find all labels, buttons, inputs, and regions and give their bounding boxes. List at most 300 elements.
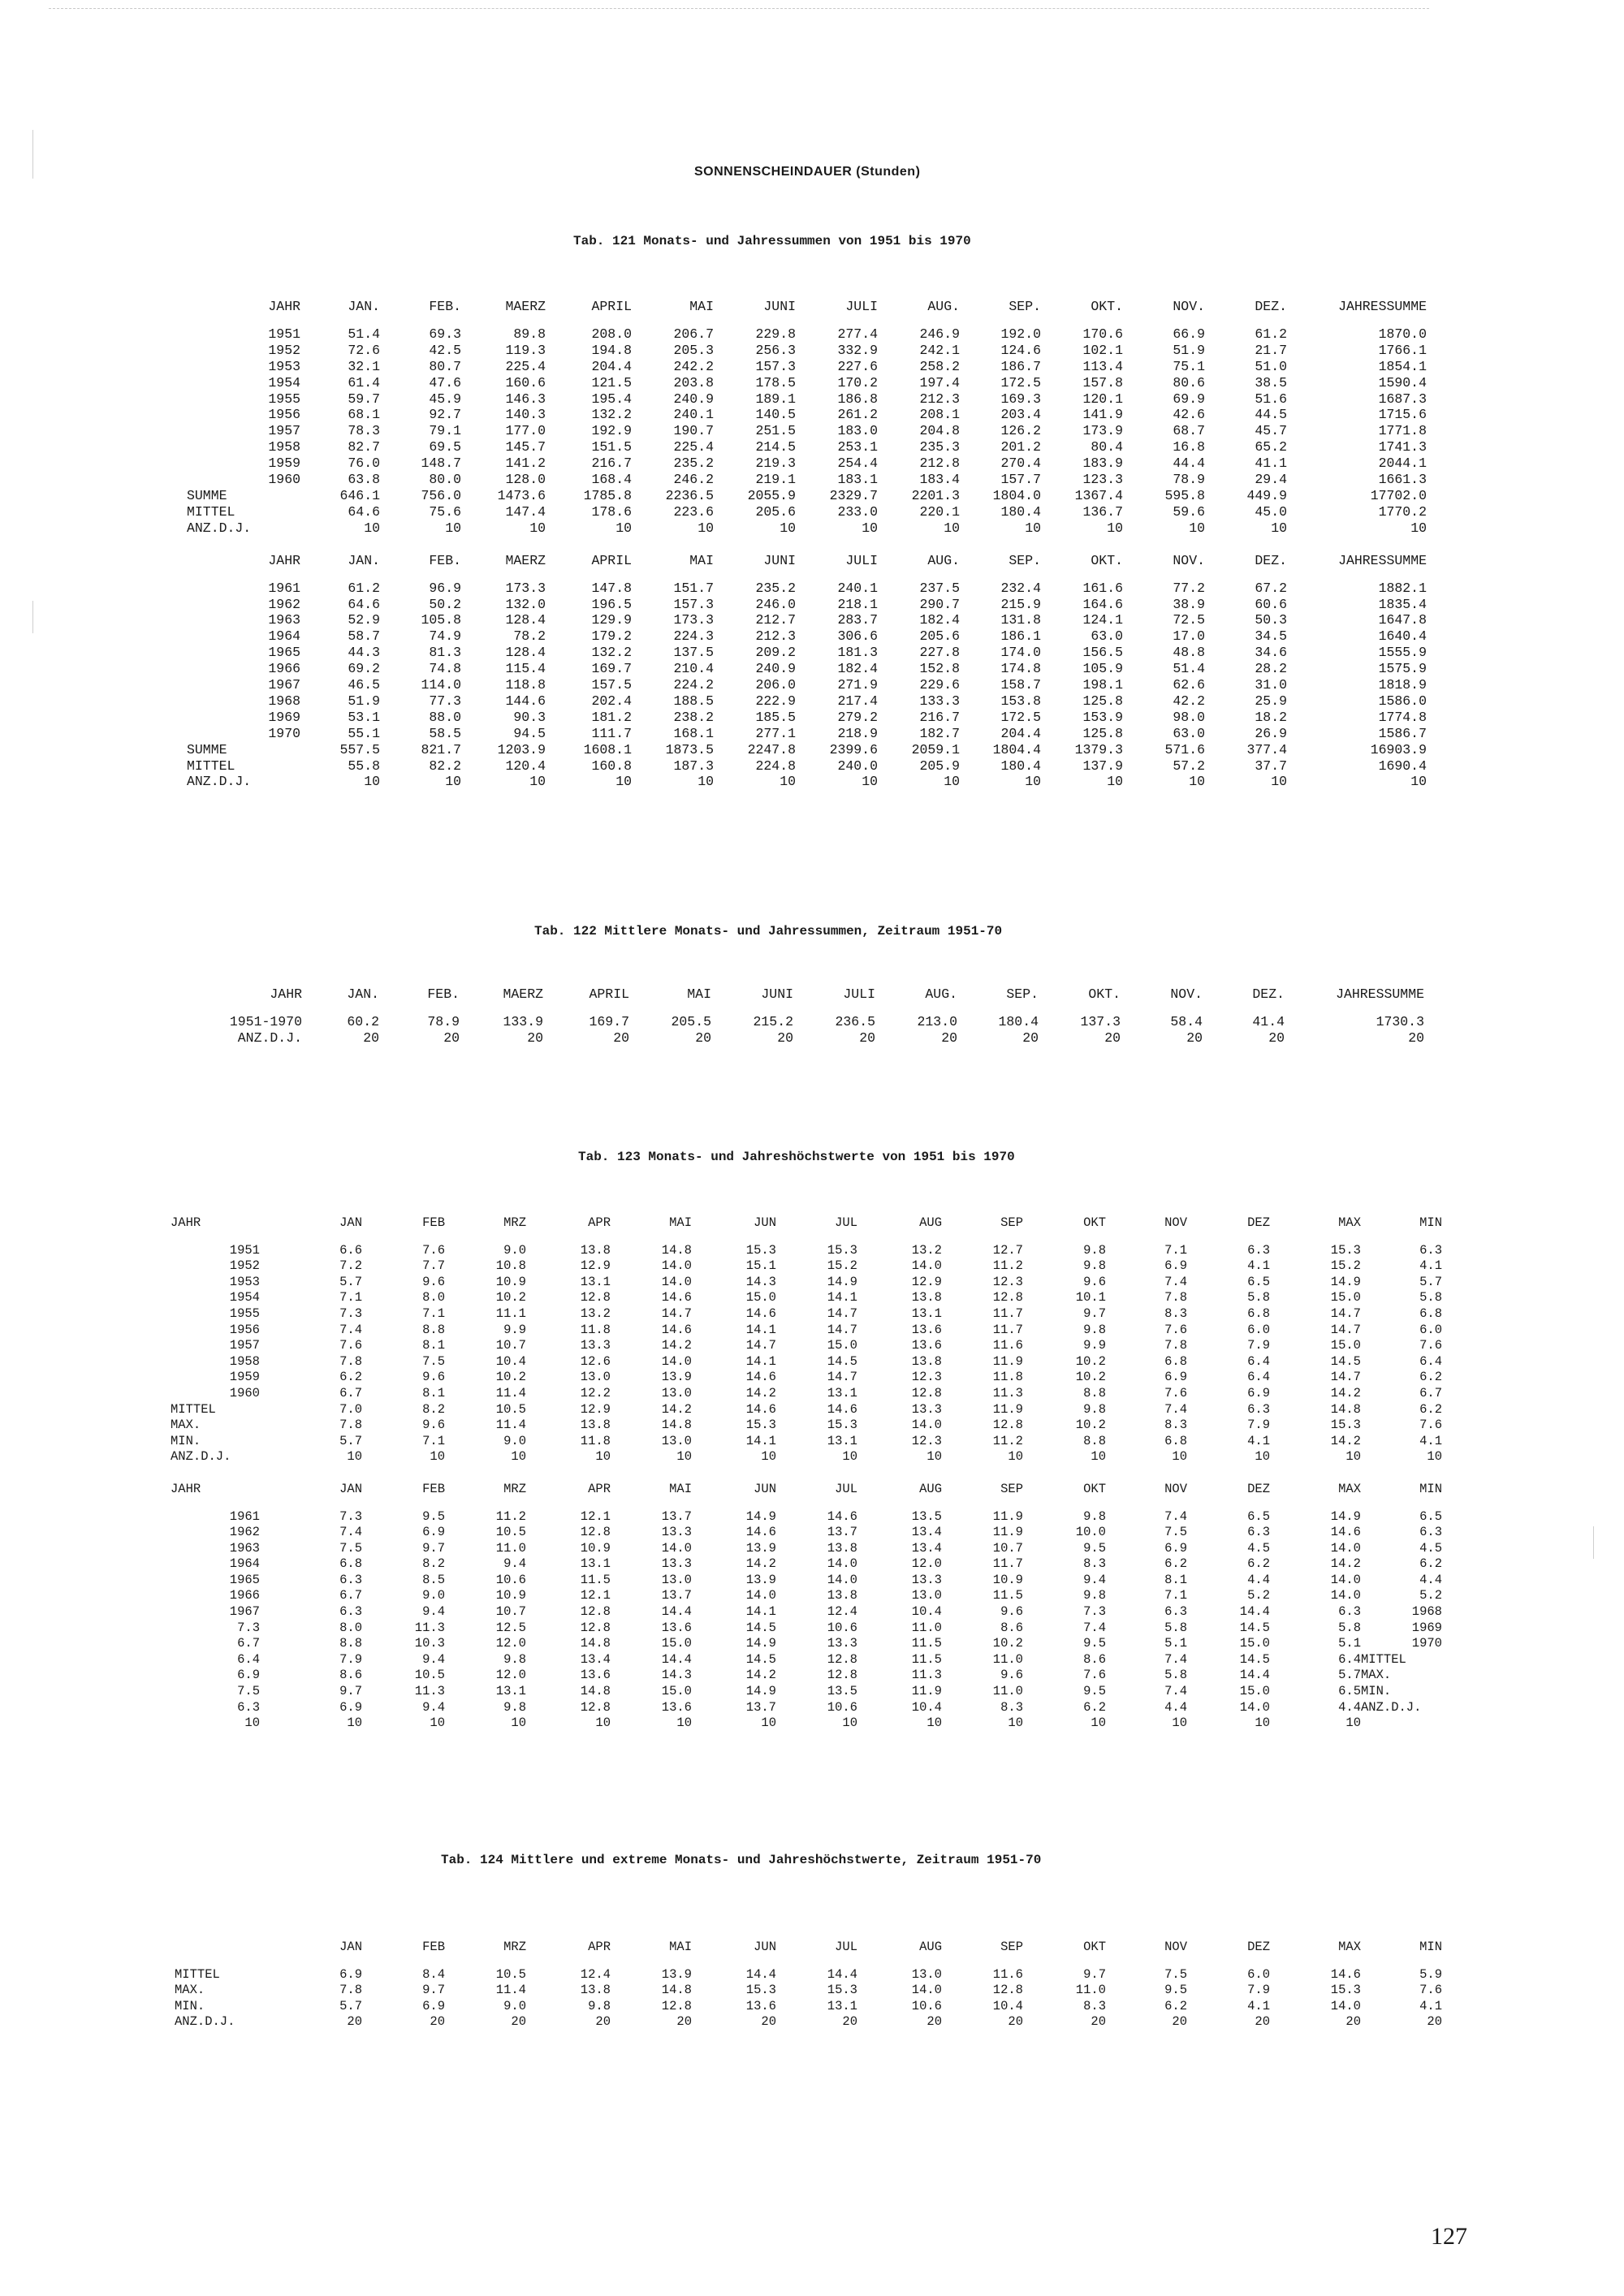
- column-header: MIN: [1419, 1481, 1442, 1496]
- table-cell: 10.0: [1075, 1525, 1106, 1540]
- table-cell: 5.8: [1419, 1290, 1442, 1306]
- column-header: MAI: [669, 1940, 692, 1954]
- year-cell: 1962: [229, 1525, 260, 1540]
- table-cell: 20: [1427, 2014, 1442, 2030]
- table-cell: 10: [1025, 520, 1041, 536]
- column-header: JAHR: [270, 986, 302, 1002]
- table-cell: 92.7: [429, 407, 461, 423]
- row-label: ANZ.D.J.: [187, 520, 252, 536]
- table-cell: 55.1: [348, 725, 380, 741]
- table-cell: 7.6: [1164, 1322, 1187, 1337]
- table-cell: 12.8: [580, 1290, 611, 1306]
- year-cell: 1957: [229, 1338, 260, 1353]
- table-cell: 10.1: [1075, 1290, 1106, 1306]
- table-cell: 14.8: [661, 1242, 692, 1258]
- table-cell: 14.1: [745, 1322, 776, 1337]
- table-cell: 7.5: [339, 1540, 362, 1556]
- column-header: JULI: [843, 986, 875, 1002]
- table-cell: 6.2: [1419, 1370, 1442, 1385]
- column-header: AUG: [919, 1940, 942, 1954]
- column-header: AUG.: [925, 986, 957, 1002]
- row-label: ANZ.D.J.: [187, 774, 252, 790]
- table-cell: 15.3: [745, 1983, 776, 1998]
- year-cell: 1966: [229, 1588, 260, 1603]
- table-cell: 129.9: [591, 612, 632, 628]
- table-cell: 9.6: [422, 1418, 445, 1433]
- table-cell: 136.7: [1082, 503, 1123, 520]
- table-cell: 4.4: [1338, 1699, 1361, 1715]
- table-cell: 1804.4: [992, 741, 1041, 757]
- table-cell: 6.3: [339, 1604, 362, 1620]
- table-cell: 6.8: [1164, 1433, 1187, 1448]
- table-cell: 6.9: [422, 1525, 445, 1540]
- column-header: SEP.: [1009, 552, 1041, 568]
- table-cell: 6.3: [1247, 1525, 1270, 1540]
- table-cell: 14.6: [745, 1401, 776, 1417]
- table-cell: 12.8: [580, 1525, 611, 1540]
- table-cell: 25.9: [1255, 693, 1287, 709]
- column-header: FEB.: [427, 986, 460, 1002]
- table-cell: 212.8: [919, 455, 960, 472]
- table-cell: 8.3: [1164, 1306, 1187, 1321]
- table-cell: 2201.3: [911, 487, 960, 503]
- table-cell: 10: [676, 1716, 692, 1731]
- column-header: MIN: [1419, 1940, 1442, 1954]
- table-cell: 68.1: [348, 407, 380, 423]
- table-cell: 6.7: [237, 1636, 260, 1651]
- table-cell: 9.8: [1083, 1401, 1106, 1417]
- column-header: FEB: [422, 1481, 445, 1496]
- table-cell: 180.4: [1000, 757, 1041, 774]
- year-cell: 1970: [268, 725, 300, 741]
- table-cell: 153.8: [1000, 693, 1041, 709]
- table-cell: 1586.7: [1378, 725, 1427, 741]
- table-cell: 58.7: [348, 628, 380, 645]
- column-header: AUG: [919, 1481, 942, 1496]
- table-cell: 140.3: [505, 407, 546, 423]
- column-header: JAHR: [171, 1481, 201, 1496]
- table-122-title: Tab. 122 Mittlere Monats- und Jahressummen, Zeitraum 1951-70: [534, 924, 1003, 939]
- table-cell: 7.4: [339, 1525, 362, 1540]
- table-cell: 78.9: [427, 1013, 460, 1029]
- table-cell: 169.7: [591, 661, 632, 677]
- table-cell: 60.2: [347, 1013, 379, 1029]
- column-header: DEZ.: [1255, 552, 1287, 568]
- table-cell: 15.3: [1330, 1983, 1361, 1998]
- column-header: OKT: [1083, 1940, 1106, 1954]
- table-cell: 7.1: [339, 1290, 362, 1306]
- year-cell: 1953: [268, 358, 300, 374]
- table-cell: 15.3: [745, 1418, 776, 1433]
- table-cell: 20: [1091, 2014, 1106, 2030]
- table-cell: 7.9: [1247, 1418, 1270, 1433]
- table-cell: 290.7: [919, 596, 960, 612]
- table-cell: 10: [761, 1716, 776, 1731]
- table-cell: 13.9: [745, 1540, 776, 1556]
- table-cell: 62.6: [1173, 677, 1205, 693]
- table-cell: 10: [761, 1449, 776, 1465]
- table-cell: 13.1: [911, 1306, 942, 1321]
- table-cell: 218.1: [837, 596, 878, 612]
- table-cell: 4.1: [1247, 1433, 1270, 1448]
- table-cell: 173.3: [673, 612, 714, 628]
- table-cell: 14.9: [745, 1684, 776, 1699]
- table-cell: 63.0: [1173, 725, 1205, 741]
- table-cell: 5.9: [1419, 1966, 1442, 1982]
- table-cell: 20: [1186, 1029, 1203, 1046]
- table-cell: 10.6: [827, 1620, 857, 1635]
- table-cell: 75.1: [1173, 358, 1205, 374]
- table-cell: 10.2: [495, 1370, 526, 1385]
- table-cell: 9.9: [1083, 1338, 1106, 1353]
- table-cell: 10.4: [992, 1998, 1023, 2013]
- table-cell: 14.7: [827, 1306, 857, 1321]
- table-cell: 246.9: [919, 326, 960, 342]
- table-cell: 8.3: [1164, 1418, 1187, 1433]
- table-cell: 47.6: [429, 374, 461, 391]
- table-cell: 6.2: [1247, 1556, 1270, 1572]
- table-cell: 14.6: [1330, 1525, 1361, 1540]
- table-cell: 80.4: [1091, 439, 1123, 455]
- table-cell: 9.4: [422, 1699, 445, 1715]
- table-cell: 6.5: [1338, 1684, 1361, 1699]
- table-cell: 12.8: [580, 1604, 611, 1620]
- table-cell: 5.7: [1419, 1274, 1442, 1289]
- table-cell: 9.7: [1083, 1306, 1106, 1321]
- table-cell: 88.0: [429, 709, 461, 725]
- table-cell: 10.5: [414, 1668, 445, 1683]
- table-cell: 9.8: [503, 1651, 526, 1667]
- table-cell: 10.9: [495, 1588, 526, 1603]
- year-cell: 1962: [268, 596, 300, 612]
- table-cell: 14.5: [745, 1651, 776, 1667]
- table-cell: 10: [842, 1716, 857, 1731]
- table-cell: 224.2: [673, 677, 714, 693]
- table-cell: 6.5: [1247, 1508, 1270, 1524]
- table-cell: 14.1: [745, 1353, 776, 1369]
- table-cell: 105.8: [421, 612, 461, 628]
- column-header: NOV: [1164, 1481, 1187, 1496]
- table-cell: 13.6: [911, 1338, 942, 1353]
- table-cell: 14.6: [745, 1306, 776, 1321]
- table-cell: 7.7: [422, 1258, 445, 1274]
- table-cell: 11.9: [992, 1353, 1023, 1369]
- table-cell: 125.8: [1082, 725, 1123, 741]
- row-label: MITTEL: [175, 1966, 220, 1982]
- table-cell: 7.4: [1164, 1508, 1187, 1524]
- table-cell: 2044.1: [1378, 455, 1427, 472]
- table-cell: 140.5: [755, 407, 796, 423]
- year-cell: 1964: [229, 1556, 260, 1572]
- table-cell: 137.3: [1080, 1013, 1121, 1029]
- table-cell: 12.8: [827, 1668, 857, 1683]
- table-cell: 205.5: [671, 1013, 711, 1029]
- table-cell: 10: [676, 1449, 692, 1465]
- column-header: OKT.: [1091, 299, 1123, 314]
- column-header: JAHRESSUMME: [1338, 552, 1427, 568]
- table-cell: 41.1: [1255, 455, 1287, 472]
- column-header: SEP.: [1009, 299, 1041, 314]
- table-cell: 229.6: [919, 677, 960, 693]
- table-cell: 15.0: [661, 1636, 692, 1651]
- column-header: FEB.: [429, 552, 461, 568]
- year-cell: 1952: [268, 342, 300, 358]
- table-cell: 12.1: [580, 1508, 611, 1524]
- table-cell: 77.2: [1173, 580, 1205, 596]
- table-cell: 10.8: [495, 1258, 526, 1274]
- table-cell: 5.8: [1338, 1620, 1361, 1635]
- table-cell: 10: [529, 774, 546, 790]
- table-cell: 74.9: [429, 628, 461, 645]
- year-cell: 1964: [268, 628, 300, 645]
- column-header: OKT.: [1091, 552, 1123, 568]
- table-cell: 157.5: [591, 677, 632, 693]
- table-cell: 53.1: [348, 709, 380, 725]
- table-cell: 14.6: [1330, 1966, 1361, 1982]
- table-cell: 170.6: [1082, 326, 1123, 342]
- table-cell: 10: [445, 520, 461, 536]
- table-cell: 13.0: [911, 1966, 942, 1982]
- table-cell: 4.4: [1419, 1572, 1442, 1587]
- table-cell: 20: [1255, 2014, 1270, 2030]
- table-cell: 10: [1172, 1449, 1187, 1465]
- table-cell: 11.5: [580, 1572, 611, 1587]
- table-cell: 9.4: [1083, 1572, 1106, 1587]
- table-cell: 63.8: [348, 472, 380, 488]
- table-cell: 13.3: [661, 1525, 692, 1540]
- table-cell: 120.4: [505, 757, 546, 774]
- year-cell: 1959: [229, 1370, 260, 1385]
- table-cell: 10.4: [911, 1604, 942, 1620]
- table-cell: 118.8: [505, 677, 546, 693]
- table-cell: 212.3: [755, 628, 796, 645]
- table-cell: 7.6: [1164, 1385, 1187, 1400]
- column-header: AUG.: [927, 299, 960, 314]
- table-cell: 18.2: [1255, 709, 1287, 725]
- table-cell: 13.6: [661, 1620, 692, 1635]
- table-cell: 131.8: [1000, 612, 1041, 628]
- table-122: [195, 986, 1424, 1047]
- table-cell: 13.3: [827, 1636, 857, 1651]
- table-cell: 595.8: [1164, 487, 1205, 503]
- table-cell: 13.0: [911, 1588, 942, 1603]
- table-cell: 236.5: [835, 1013, 875, 1029]
- table-cell: 13.4: [911, 1540, 942, 1556]
- column-header: JUNI: [763, 299, 796, 314]
- column-header: JUNI: [761, 986, 793, 1002]
- table-cell: 8.3: [1083, 1998, 1106, 2013]
- table-cell: 1367.4: [1074, 487, 1123, 503]
- table-cell: 15.0: [1239, 1684, 1270, 1699]
- year-cell: 1951-1970: [229, 1013, 302, 1029]
- year-cell: 1970: [1411, 1636, 1442, 1651]
- column-header: JUN: [754, 1215, 776, 1230]
- table-cell: 6.7: [339, 1385, 362, 1400]
- table-cell: 10: [529, 520, 546, 536]
- table-cell: 9.5: [1083, 1636, 1106, 1651]
- table-cell: 41.4: [1252, 1013, 1285, 1029]
- table-cell: 12.0: [495, 1668, 526, 1683]
- table-cell: 21.7: [1255, 342, 1287, 358]
- table-cell: 11.2: [992, 1258, 1023, 1274]
- column-header: MAERZ: [503, 986, 543, 1002]
- table-cell: 6.2: [1164, 1556, 1187, 1572]
- table-cell: 44.5: [1255, 407, 1287, 423]
- table-cell: 66.9: [1173, 326, 1205, 342]
- table-cell: 15.1: [745, 1258, 776, 1274]
- table-cell: 7.3: [1083, 1604, 1106, 1620]
- table-cell: 12.8: [580, 1620, 611, 1635]
- column-header: MRZ: [503, 1481, 526, 1496]
- table-cell: 50.2: [429, 596, 461, 612]
- table-cell: 14.8: [580, 1636, 611, 1651]
- table-cell: 69.5: [429, 439, 461, 455]
- table-cell: 80.6: [1173, 374, 1205, 391]
- table-cell: 270.4: [1000, 455, 1041, 472]
- table-cell: 124.6: [1000, 342, 1041, 358]
- table-cell: 10.4: [911, 1699, 942, 1715]
- table-cell: 20: [842, 2014, 857, 2030]
- table-cell: 238.2: [673, 709, 714, 725]
- table-cell: 13.8: [580, 1983, 611, 1998]
- table-cell: 16.8: [1173, 439, 1205, 455]
- table-cell: 1203.9: [497, 741, 546, 757]
- year-cell: 1963: [268, 612, 300, 628]
- table-cell: 31.0: [1255, 677, 1287, 693]
- table-cell: 9.8: [1083, 1508, 1106, 1524]
- table-cell: 11.9: [992, 1508, 1023, 1524]
- row-label: MITTEL: [187, 757, 235, 774]
- table-cell: 240.9: [755, 661, 796, 677]
- table-cell: 8.6: [339, 1668, 362, 1683]
- table-cell: 15.2: [1330, 1258, 1361, 1274]
- table-cell: 1835.4: [1378, 596, 1427, 612]
- table-cell: 7.8: [339, 1353, 362, 1369]
- table-cell: 15.3: [1330, 1418, 1361, 1433]
- table-cell: 13.2: [580, 1306, 611, 1321]
- table-cell: 1870.0: [1378, 326, 1427, 342]
- table-cell: 10: [926, 1449, 942, 1465]
- table-cell: 102.1: [1082, 342, 1123, 358]
- column-header: MAX: [1338, 1940, 1361, 1954]
- table-cell: 12.8: [992, 1983, 1023, 1998]
- table-cell: 203.8: [673, 374, 714, 391]
- table-cell: 9.8: [503, 1699, 526, 1715]
- table-cell: 1608.1: [583, 741, 632, 757]
- table-cell: 20: [1345, 2014, 1361, 2030]
- table-cell: 11.0: [495, 1540, 526, 1556]
- column-header: SEP.: [1006, 986, 1039, 1002]
- table-cell: 10: [780, 520, 796, 536]
- column-header: MIN: [1419, 1215, 1442, 1230]
- column-header: OKT: [1083, 1215, 1106, 1230]
- table-cell: 202.4: [591, 693, 632, 709]
- table-cell: 80.0: [429, 472, 461, 488]
- table-cell: 14.4: [745, 1966, 776, 1982]
- table-cell: 9.5: [422, 1508, 445, 1524]
- table-cell: 283.7: [837, 612, 878, 628]
- table-cell: 13.1: [827, 1998, 857, 2013]
- table-cell: 209.2: [755, 645, 796, 661]
- year-cell: 1952: [229, 1258, 260, 1274]
- column-header: DEZ: [1247, 1215, 1270, 1230]
- table-cell: 15.0: [827, 1338, 857, 1353]
- table-cell: 10: [1107, 774, 1123, 790]
- table-cell: 7.3: [339, 1306, 362, 1321]
- year-cell: 1951: [229, 1242, 260, 1258]
- table-cell: 205.3: [673, 342, 714, 358]
- table-cell: 7.9: [339, 1651, 362, 1667]
- row-label: MITTEL: [187, 503, 235, 520]
- table-cell: 80.7: [429, 358, 461, 374]
- table-cell: 20: [926, 2014, 942, 2030]
- table-cell: 10: [926, 1716, 942, 1731]
- table-cell: 233.0: [837, 503, 878, 520]
- table-cell: 14.5: [1239, 1651, 1270, 1667]
- table-cell: 173.3: [505, 580, 546, 596]
- table-cell: 15.2: [827, 1258, 857, 1274]
- column-header: JULI: [845, 552, 878, 568]
- table-cell: 201.2: [1000, 439, 1041, 455]
- table-cell: 13.3: [911, 1401, 942, 1417]
- scan-edge-mark: [1593, 1526, 1594, 1559]
- table-cell: 14.7: [1330, 1322, 1361, 1337]
- column-header: NOV: [1164, 1215, 1187, 1230]
- table-cell: 9.9: [503, 1322, 526, 1337]
- page-title: SONNENSCHEINDAUER (Stunden): [694, 165, 921, 179]
- table-cell: 8.6: [1000, 1620, 1023, 1635]
- table-cell: 147.4: [505, 503, 546, 520]
- column-header: JAN: [339, 1940, 362, 1954]
- table-cell: 5.7: [339, 1274, 362, 1289]
- row-label: MIN.: [1361, 1684, 1392, 1699]
- table-cell: 14.0: [827, 1572, 857, 1587]
- table-cell: 7.5: [1164, 1525, 1187, 1540]
- table-cell: 240.1: [673, 407, 714, 423]
- column-header: JAN.: [347, 986, 379, 1002]
- column-header: MRZ: [503, 1940, 526, 1954]
- table-cell: 14.0: [1239, 1699, 1270, 1715]
- table-cell: 11.7: [992, 1322, 1023, 1337]
- table-cell: 12.8: [992, 1418, 1023, 1433]
- table-cell: 1590.4: [1378, 374, 1427, 391]
- table-cell: 198.1: [1082, 677, 1123, 693]
- table-cell: 77.3: [429, 693, 461, 709]
- table-cell: 10.9: [495, 1274, 526, 1289]
- table-cell: 14.0: [661, 1274, 692, 1289]
- table-cell: 183.4: [919, 472, 960, 488]
- table-cell: 214.5: [755, 439, 796, 455]
- table-cell: 251.5: [755, 423, 796, 439]
- table-cell: 377.4: [1246, 741, 1287, 757]
- table-cell: 34.5: [1255, 628, 1287, 645]
- table-cell: 157.3: [755, 358, 796, 374]
- table-cell: 7.0: [339, 1401, 362, 1417]
- year-cell: 1953: [229, 1274, 260, 1289]
- table-cell: 6.8: [1419, 1306, 1442, 1321]
- table-cell: 76.0: [348, 455, 380, 472]
- table-cell: 174.8: [1000, 661, 1041, 677]
- table-cell: 7.5: [422, 1353, 445, 1369]
- table-cell: 10: [511, 1449, 526, 1465]
- table-cell: 11.3: [911, 1668, 942, 1683]
- year-cell: 1960: [268, 472, 300, 488]
- table-cell: 132.2: [591, 407, 632, 423]
- table-cell: 20: [430, 2014, 445, 2030]
- table-cell: 7.6: [1419, 1338, 1442, 1353]
- column-header: JAHRESSUMME: [1338, 299, 1427, 314]
- table-124-title: Tab. 124 Mittlere und extreme Monats- und Jahreshöchstwerte, Zeitraum 1951-70: [441, 1853, 1042, 1867]
